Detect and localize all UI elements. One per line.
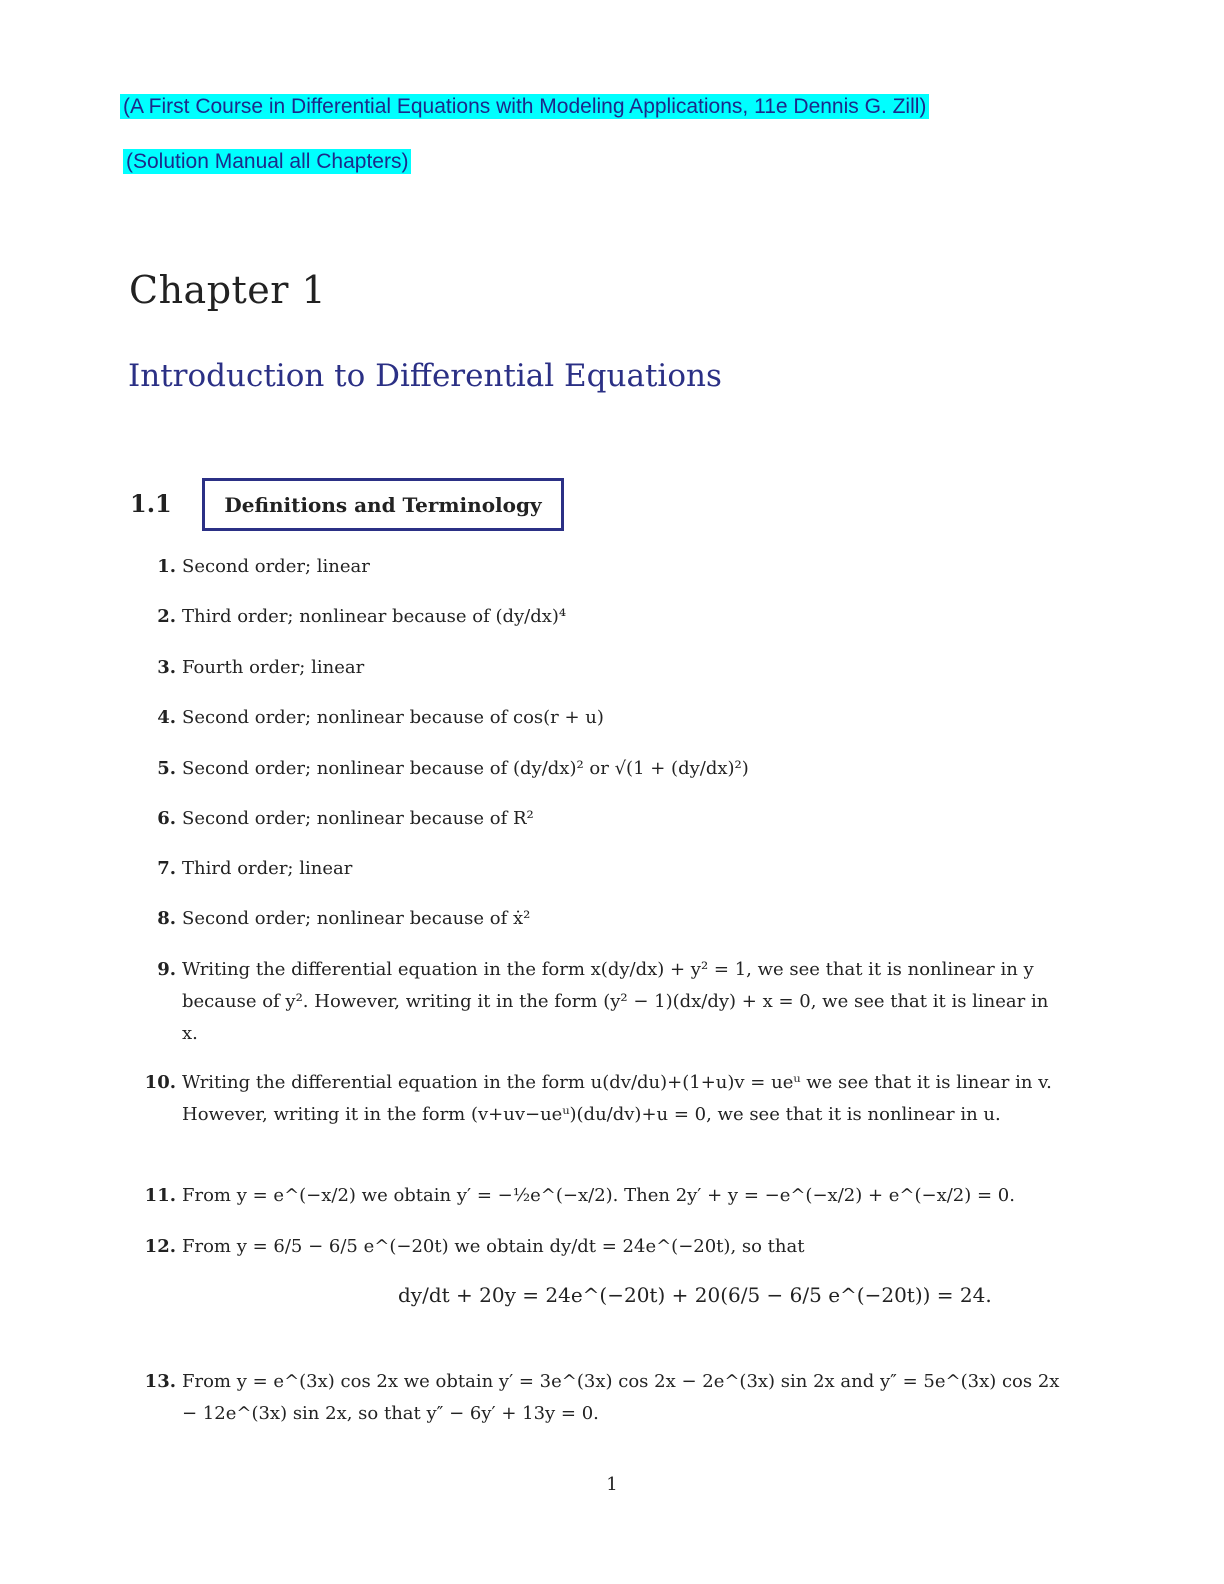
item-text: Second order; nonlinear because of R² (182, 808, 534, 829)
list-item (140, 853, 1060, 885)
list-item (140, 1067, 1060, 1131)
item-number: 13. (144, 1371, 176, 1392)
display-equation: dy/dt + 20y = 24e^(−20t) + 20(6/5 − 6/5 e^(−20t)) = 24. (398, 1283, 992, 1307)
page-number: 1 (606, 1474, 618, 1495)
list-item (140, 903, 1060, 935)
list-item (140, 551, 1060, 583)
item-text: Second order; linear (182, 556, 370, 577)
item-number: 12. (144, 1236, 176, 1257)
item-text: Writing the differential equation in the form x(dy/dx) + y² = 1, we see that it is nonlinear in y because of y². However, writing it in the form (y² − 1)(dx/dy) + x = 0, we see that it is linear in x. (182, 959, 1049, 1044)
item-text: From y = 6/5 − 6/5 e^(−20t) we obtain dy/dt = 24e^(−20t), so that (182, 1236, 805, 1257)
item-text: From y = e^(3x) cos 2x we obtain y′ = 3e^(3x) cos 2x − 2e^(3x) sin 2x and y″ = 5e^(3x) cos 2x − 12e^(3x) sin 2x, so that y″ − 6y′ + 13y = 0. (182, 1371, 1060, 1424)
section-title-box (202, 478, 564, 531)
item-text: Second order; nonlinear because of cos(r + u) (182, 707, 604, 728)
item-text: Writing the differential equation in the form u(dv/du)+(1+u)v = ueᵘ we see that it is linear in v. However, writing it in the form (v+uv−ueᵘ)(du/dv)+u = 0, we see that it is nonlinear in u. (182, 1072, 1052, 1125)
list-item (140, 803, 1060, 835)
header-title-line-1: (A First Course in Differential Equations with Modeling Applications, 11e Dennis G. Zill) (120, 94, 929, 119)
list-item (140, 1366, 1060, 1430)
list-item (140, 601, 1060, 633)
item-text: Third order; nonlinear because of (dy/dx)⁴ (182, 606, 567, 627)
item-number: 11. (144, 1185, 176, 1206)
chapter-label: Chapter 1 (129, 268, 327, 312)
section-number: 1.1 (130, 489, 172, 518)
item-text: Fourth order; linear (182, 657, 365, 678)
list-item (140, 954, 1060, 1050)
chapter-title: Introduction to Differential Equations (128, 358, 722, 394)
item-number: 5. (157, 758, 176, 779)
item-text: From y = e^(−x/2) we obtain y′ = −½e^(−x/2). Then 2y′ + y = −e^(−x/2) + e^(−x/2) = 0. (182, 1185, 1015, 1206)
item-number: 3. (157, 657, 176, 678)
list-item (140, 652, 1060, 684)
item-number: 7. (157, 858, 176, 879)
section-title: Definitions and Terminology (224, 492, 542, 517)
header-title-line-2: (Solution Manual all Chapters) (123, 149, 411, 174)
item-number: 2. (157, 606, 176, 627)
item-text: Second order; nonlinear because of ẋ² (182, 908, 531, 929)
item-number: 6. (157, 808, 176, 829)
list-item (140, 1231, 1060, 1263)
item-number: 4. (157, 707, 176, 728)
item-text: Third order; linear (182, 858, 353, 879)
item-number: 10. (144, 1072, 176, 1093)
item-number: 8. (157, 908, 176, 929)
item-number: 9. (157, 959, 176, 980)
item-text: Second order; nonlinear because of (dy/dx)² or √(1 + (dy/dx)²) (182, 758, 749, 779)
list-item (140, 1180, 1060, 1212)
item-number: 1. (157, 556, 176, 577)
list-item (140, 702, 1060, 734)
list-item (140, 753, 1060, 785)
